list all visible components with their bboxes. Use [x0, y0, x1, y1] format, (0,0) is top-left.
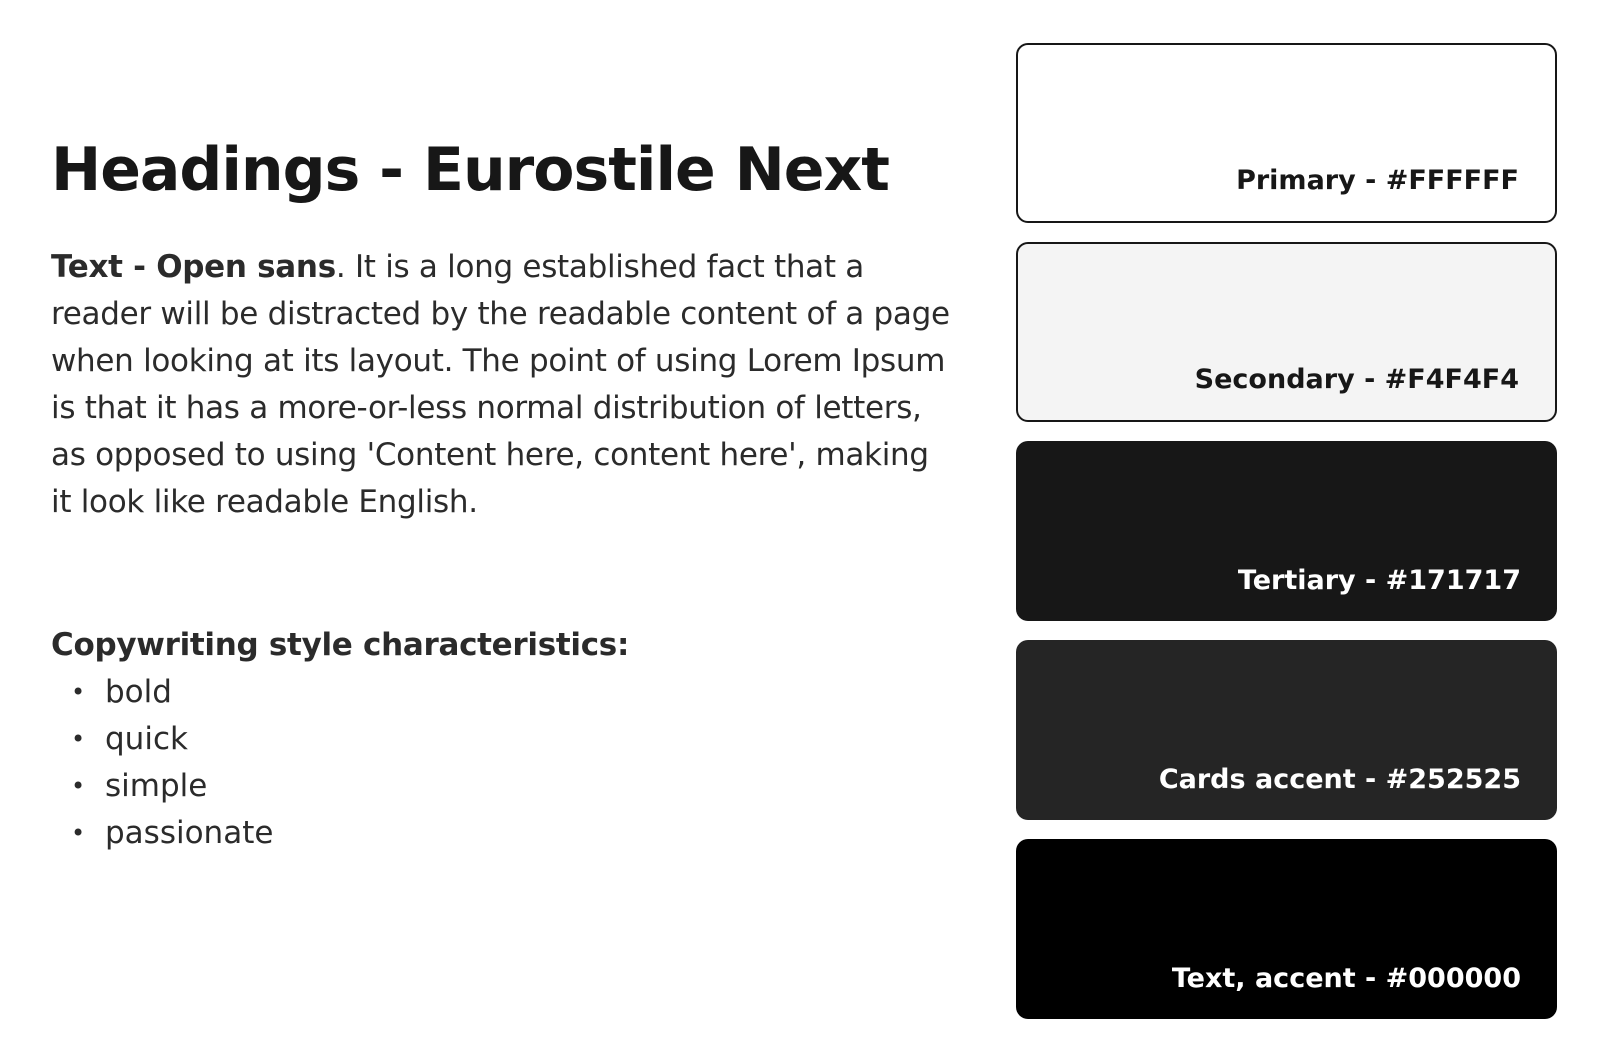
bullet-icon: •: [71, 678, 86, 706]
list-item: [51, 810, 951, 857]
body-font-sample: [51, 244, 951, 526]
body-font-label: Text - Open sans: [51, 249, 336, 285]
swatch-label: Tertiary - #171717: [1237, 565, 1521, 596]
swatch-primary: [1016, 43, 1557, 223]
color-palette: [1016, 43, 1557, 1038]
copywriting-list: [51, 669, 951, 857]
swatch-label: Secondary - #F4F4F4: [1194, 364, 1519, 395]
swatch-cards-accent: [1016, 640, 1557, 820]
swatch-text-accent: [1016, 839, 1557, 1019]
heading-font-sample: Headings - Eurostile Next: [51, 135, 889, 205]
swatch-secondary: [1016, 242, 1557, 422]
list-item: [51, 716, 951, 763]
bullet-icon: •: [71, 819, 86, 847]
list-item-label: simple: [105, 768, 208, 804]
swatch-label: Primary - #FFFFFF: [1236, 165, 1519, 196]
list-item-label: bold: [105, 674, 172, 710]
bullet-icon: •: [71, 772, 86, 800]
list-item: [51, 763, 951, 810]
swatch-label: Text, accent - #000000: [1171, 963, 1521, 994]
typography-section: [51, 120, 951, 857]
bullet-icon: •: [71, 725, 86, 753]
swatch-label: Cards accent - #252525: [1158, 764, 1521, 795]
list-item-label: quick: [105, 721, 188, 757]
list-item: [51, 669, 951, 716]
list-item-label: passionate: [105, 815, 274, 851]
body-font-paragraph: . It is a long established fact that a reader will be distracted by the readable content of a page when looking at its layout. The point of using Lorem Ipsum is that it has a more-or-less normal distribution of letters, as opposed to using 'Content here, content here', making it look like readable English.: [51, 249, 950, 520]
copywriting-title: Copywriting style characteristics:: [51, 627, 630, 663]
swatch-tertiary: [1016, 441, 1557, 621]
